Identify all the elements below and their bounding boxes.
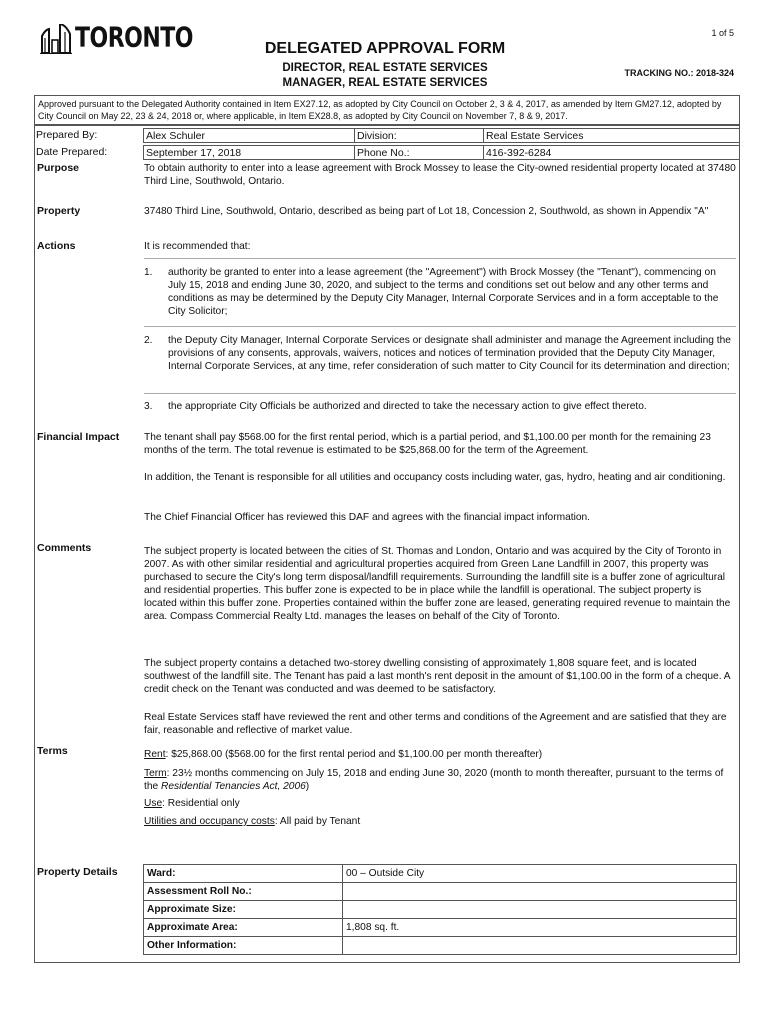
use-value: : Residential only (162, 798, 240, 809)
comments-p1: The subject property is located between the cities of St. Thomas and London, Ontario and was acquired by the City of Toronto in 2007. As with other similar residential and agricultural properties acquired from Green Lane Landfill in 2007, this property was purchased to secure the City's long term disposal/landfill requirements. Surrounding the landfill site is a buffer zone of agricultural and residential properties. This buffer zone is expected to be in place while the landfill is operational. The subject property is located within this buffer zone. Properties contained within the buffer zone are leased, generating required revenue to maintain the area. Compass Commercial Realty Ltd. manages the leases on behalf of the City of Toronto. (144, 546, 731, 622)
form-title: DELEGATED APPROVAL FORM (264, 40, 506, 57)
terms-label: Terms (37, 745, 68, 757)
actions-divider (144, 258, 736, 259)
table-key: Assessment Roll No.: (144, 883, 343, 901)
term-end: ) (305, 781, 310, 792)
action-number: 2. (144, 335, 153, 346)
tracking-number: TRACKING NO.: 2018-324 (624, 68, 734, 78)
table-key: Ward: (144, 865, 343, 883)
form-subtitle-manager: MANAGER, REAL ESTATE SERVICES (282, 77, 488, 89)
comments-p3: Real Estate Services staff have reviewed the rent and other terms and conditions of the Agreement and are satisfied that they are fair, reasonable and reflective of market value. (144, 712, 727, 736)
form-subtitle (250, 61, 520, 91)
date-prepared-value: September 17, 2018 (143, 145, 355, 160)
rent-value: : $25,868.00 ($568.00 for the first rental period and $1,100.00 per month thereafter) (165, 749, 543, 760)
division-value: Real Estate Services (483, 128, 740, 143)
purpose-text: To obtain authority to enter into a lease agreement with Brock Mossey to lease the City-owned residential property located at 37480 Third Line, Southwold, Ontario. (144, 163, 736, 187)
table-value (343, 937, 737, 955)
action-item (144, 334, 736, 373)
table-row (144, 883, 737, 901)
table-row (144, 865, 737, 883)
actions-label: Actions (37, 240, 76, 252)
actions-divider (144, 393, 736, 394)
table-key: Approximate Size: (144, 901, 343, 919)
term-act: Residential Tenancies Act, 2006 (161, 781, 306, 792)
financial-impact-p3: The Chief Financial Officer has reviewed this DAF and agrees with the financial impact information. (144, 512, 591, 523)
table-value (343, 901, 737, 919)
actions-divider (144, 326, 736, 327)
action-item (144, 400, 736, 413)
rent-label: Rent (144, 749, 166, 760)
financial-impact-label: Financial Impact (37, 431, 120, 443)
phone-label: Phone No.: (354, 145, 484, 160)
table-row (144, 937, 737, 955)
use-label: Use (144, 798, 163, 809)
prepared-by-value: Alex Schuler (143, 128, 355, 143)
date-prepared-label: Date Prepared: (36, 146, 108, 158)
prepared-by-label: Prepared By: (36, 129, 98, 141)
comments-label: Comments (37, 542, 92, 554)
utilities-value: : All paid by Tenant (274, 816, 361, 827)
property-details-label: Property Details (37, 866, 118, 878)
comments-p2: The subject property contains a detached two-storey dwelling consisting of approximately 1,808 square feet, and is located southwest of the landfill site. The Tenant has paid a last month's rent deposit in the amount of $1,100.00 in the form of a cheque. A credit check on the Tenant was conducted and was deemed to be satisfactory. (144, 658, 731, 695)
property-details-table (143, 864, 737, 955)
financial-impact-p1: The tenant shall pay $568.00 for the first rental period, which is a partial period, and $1,100.00 per month for the remaining 23 months of the term. The total revenue is estimated to be $25,868.00 for the term of the Agreement. (144, 432, 711, 456)
property-text: 37480 Third Line, Southwold, Ontario, described as being part of Lot 18, Concession 2, Southwold, as shown in Appendix "A" (144, 206, 709, 217)
table-value (343, 883, 737, 901)
form-subtitle-director: DIRECTOR, REAL ESTATE SERVICES (282, 62, 488, 74)
action-number: 3. (144, 401, 153, 412)
property-label: Property (37, 205, 81, 217)
terms-utilities (144, 815, 736, 828)
term-label: Term (144, 768, 167, 779)
terms-term (144, 767, 736, 793)
terms-rent (144, 748, 736, 761)
action-text: the Deputy City Manager, Internal Corporate Services or designate shall administer and manage the Agreement including the provisions of any consents, approvals, waivers, notices and notices of termination provided that the Deputy City Manager, Internal Corporate Services, at any time, refer consideration of such matter to City Council for its determination and direction; (168, 335, 731, 372)
action-text: authority be granted to enter into a lease agreement (the "Agreement") with Brock Mossey (the "Tenant"), commencing on July 15, 2018 and ending June 30, 2020, and subject to the terms and conditions set out below and any other terms and conditions as may be determined by the Deputy City Manager, Internal Corporate Services and in a form acceptable to the City Solicitor; (168, 267, 719, 317)
terms-use (144, 797, 736, 810)
toronto-wordmark: TORONTO (75, 22, 193, 54)
term-value: : 23½ months commencing on July 15, 2018 and ending June 30, 2020 (month to month thereafter, pursuant to the terms of the (144, 768, 724, 792)
table-value: 1,808 sq. ft. (343, 919, 737, 937)
action-text: the appropriate City Officials be authorized and directed to take the necessary action to give effect thereto. (168, 401, 647, 412)
purpose-label: Purpose (37, 162, 80, 174)
utilities-label: Utilities and occupancy costs (144, 816, 275, 827)
authority-statement: Approved pursuant to the Delegated Authority contained in Item EX27.12, as adopted by City Council on October 2, 3 & 4, 2017, as amended by Item GM27.12, adopted by City Council on May 22, 23 & 24, 2018 or, where applicable, in Item EX28.8, as adopted by City Council on November 7, 8 & 9, 2017. (34, 95, 740, 125)
table-row (144, 901, 737, 919)
table-row (144, 919, 737, 937)
table-key: Other Information: (144, 937, 343, 955)
table-value: 00 – Outside City (343, 865, 737, 883)
action-number: 1. (144, 267, 153, 278)
phone-value: 416-392-6284 (483, 145, 740, 160)
actions-intro: It is recommended that: (144, 241, 251, 252)
financial-impact-p2: In addition, the Tenant is responsible for all utilities and occupancy costs including water, gas, hydro, heating and air conditioning. (144, 472, 726, 483)
page-number: 1 of 5 (711, 28, 734, 38)
division-label: Division: (354, 128, 484, 143)
table-key: Approximate Area: (144, 919, 343, 937)
action-item (144, 266, 736, 318)
